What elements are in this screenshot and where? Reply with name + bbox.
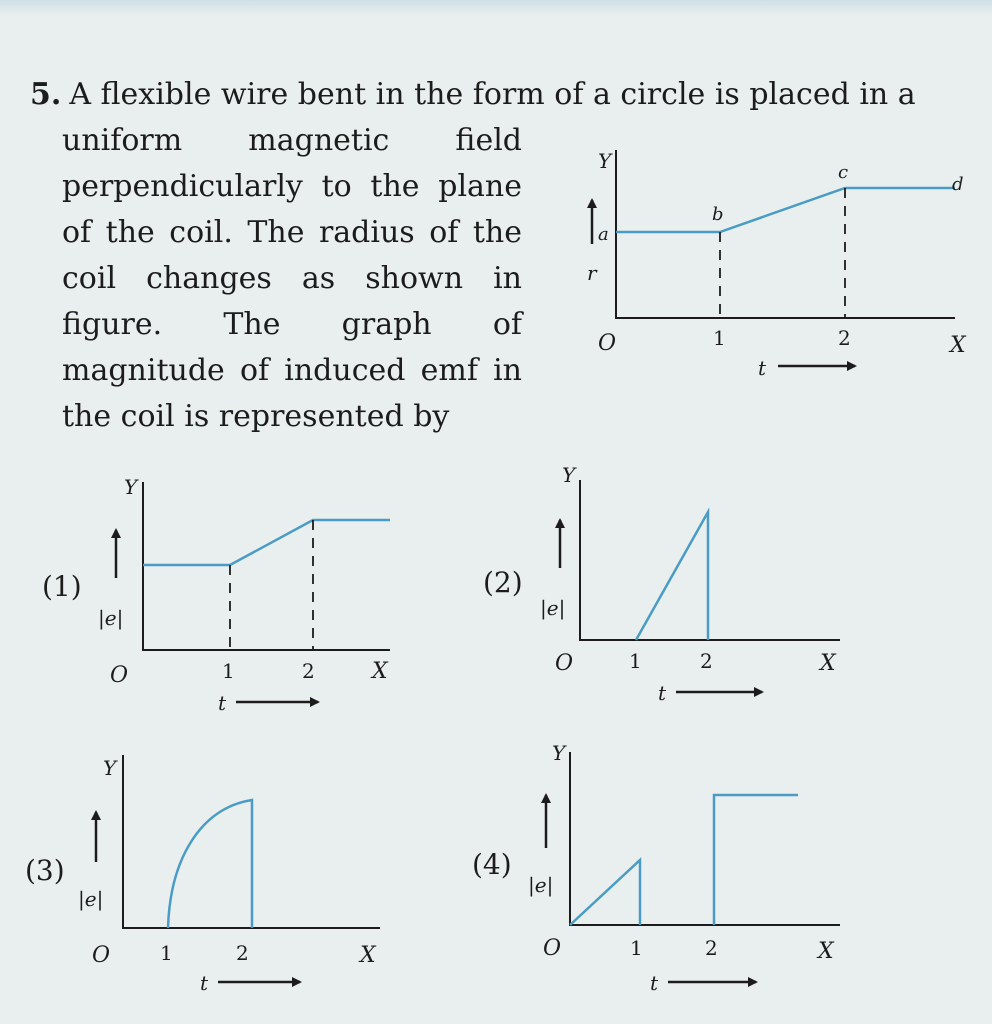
radius-time-label: t bbox=[758, 356, 767, 380]
radius-origin-label: O bbox=[598, 331, 617, 356]
option-2-tick-2: 2 bbox=[700, 649, 713, 673]
question-text-line-7: magnitude of induced emf in bbox=[62, 353, 522, 388]
point-d-label: d bbox=[952, 174, 964, 195]
radius-x-label: X bbox=[950, 333, 966, 358]
option-3-tick-1: 1 bbox=[160, 941, 173, 965]
option-4-curve-segment-2 bbox=[714, 795, 798, 925]
option-3-curve bbox=[168, 800, 252, 928]
radius-tick-2: 2 bbox=[838, 326, 851, 350]
radius-graph bbox=[587, 149, 967, 380]
option-4-quantity-label: |e| bbox=[528, 873, 554, 897]
option-3-graph bbox=[25, 755, 380, 995]
question-number: 5. bbox=[30, 77, 62, 112]
option-2-curve bbox=[636, 512, 708, 640]
option-3-origin-label: O bbox=[92, 943, 111, 968]
option-4-time-label: t bbox=[650, 971, 659, 995]
radius-graph-axes bbox=[616, 150, 955, 318]
option-2-graph bbox=[483, 463, 840, 705]
option-2-origin-label: O bbox=[555, 651, 574, 676]
option-2-time-label: t bbox=[658, 681, 667, 705]
question-text-line-5: coil changes as shown in bbox=[62, 261, 522, 296]
option-1-quantity-label: |e| bbox=[98, 606, 124, 630]
radius-quantity-label: r bbox=[587, 261, 597, 285]
point-b-label: b bbox=[712, 204, 724, 225]
option-4-label: (4) bbox=[472, 848, 512, 881]
option-2-y-label: Y bbox=[562, 463, 576, 487]
option-4-tick-2: 2 bbox=[705, 936, 718, 960]
option-2-tick-1: 1 bbox=[629, 649, 642, 673]
point-a-label: a bbox=[598, 224, 609, 245]
option-1-tick-2: 2 bbox=[302, 659, 315, 683]
option-2-x-label: X bbox=[820, 651, 836, 676]
option-4-graph bbox=[472, 741, 840, 995]
radius-y-label: Y bbox=[598, 149, 612, 173]
option-2-label: (2) bbox=[483, 566, 523, 599]
option-3-y-label: Y bbox=[103, 756, 117, 780]
option-4-y-label: Y bbox=[552, 741, 566, 765]
option-3-label: (3) bbox=[25, 854, 65, 887]
option-3-time-label: t bbox=[200, 971, 209, 995]
question-text-line-8: the coil is represented by bbox=[62, 399, 450, 434]
question-text-line-6: figure. The graph of bbox=[62, 307, 522, 342]
option-2-quantity-label: |e| bbox=[540, 596, 566, 620]
question-text-line-2: uniform magnetic field bbox=[62, 123, 522, 158]
question-text-line-4: of the coil. The radius of the bbox=[62, 215, 522, 250]
point-c-label: c bbox=[838, 162, 849, 183]
radius-curve bbox=[616, 188, 955, 232]
option-1-time-label: t bbox=[218, 691, 227, 715]
option-2-axes bbox=[580, 480, 840, 640]
option-3-quantity-label: |e| bbox=[78, 887, 104, 911]
option-4-x-label: X bbox=[818, 939, 834, 964]
question-text-line-3: perpendicularly to the plane bbox=[62, 169, 522, 204]
option-1-origin-label: O bbox=[110, 663, 129, 688]
question-text-line-1: A flexible wire bent in the form of a circle is placed in a bbox=[69, 77, 916, 112]
option-4-axes bbox=[570, 752, 840, 925]
option-3-tick-2: 2 bbox=[236, 941, 249, 965]
option-1-x-label: X bbox=[372, 659, 388, 684]
option-4-curve-segment-1 bbox=[570, 860, 640, 925]
option-4-tick-1: 1 bbox=[630, 936, 643, 960]
option-1-tick-1: 1 bbox=[222, 659, 235, 683]
option-4-origin-label: O bbox=[543, 936, 562, 961]
radius-tick-1: 1 bbox=[713, 326, 726, 350]
option-1-graph bbox=[42, 475, 390, 715]
option-3-x-label: X bbox=[360, 943, 376, 968]
option-1-y-label: Y bbox=[124, 475, 138, 499]
option-1-curve bbox=[143, 520, 390, 565]
option-1-label: (1) bbox=[42, 570, 82, 603]
